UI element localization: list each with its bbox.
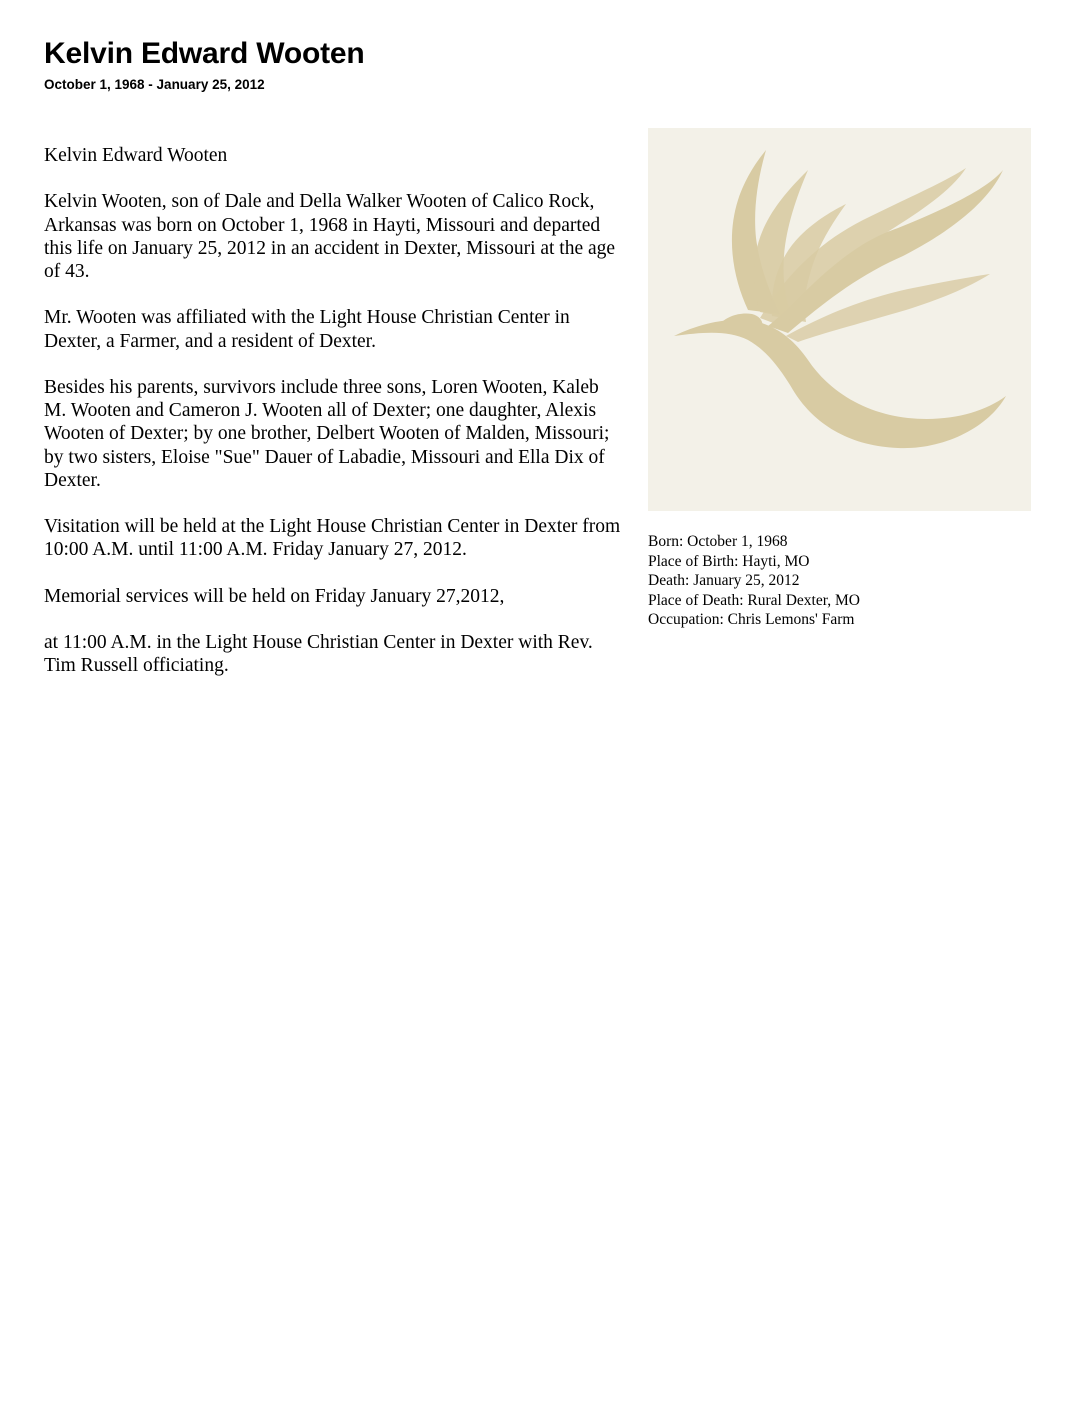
fact-place-of-death: Place of Death: Rural Dexter, MO	[648, 591, 861, 609]
memorial-photo	[648, 128, 1031, 511]
fact-born: Born: October 1, 1968	[648, 533, 788, 550]
fact-place-of-birth: Place of Birth: Hayti, MO	[648, 552, 810, 570]
obituary-body	[44, 144, 624, 701]
paragraph-survivors: Besides his parents, survivors include three sons, Loren Wooten, Kaleb M. Wooten and Cameron J. Wooten all of Dexter; one daughter, Alexis Wooten of Dexter; by one brother, Delbert Wooten of Malden, Missouri; by two sisters, Eloise "Sue" Dauer of Labadie, Missouri and Ella Dix of Dexter.	[44, 376, 610, 491]
fact-occupation: Occupation: Chris Lemons' Farm	[648, 611, 855, 629]
paragraph-biography: Kelvin Wooten, son of Dale and Della Walker Wooten of Calico Rock, Arkansas was born on October 1, 1968 in Hayti, Missouri and departed this life on January 25, 2012 in an accident in Dexter, Missouri at the age of 43.	[44, 191, 616, 282]
life-dates: October 1, 1968 - January 25, 2012	[44, 77, 265, 92]
dove-icon	[648, 128, 1031, 511]
fact-death: Death: January 25, 2012	[648, 572, 800, 590]
paragraph-affiliation: Mr. Wooten was affiliated with the Light House Christian Center in Dexter, a Farmer, and a resident of Dexter.	[44, 307, 570, 352]
fact-list	[648, 532, 860, 630]
paragraph-visitation: Visitation will be held at the Light House Christian Center in Dexter from 10:00 A.M. until 11:00 A.M. Friday January 27, 2012.	[44, 516, 621, 561]
obituary-header	[44, 36, 364, 94]
paragraph-memorial: Memorial services will be held on Friday January 27,2012,	[44, 585, 505, 607]
paragraph-memorial-time: at 11:00 A.M. in the Light House Christian Center in Dexter with Rev. Tim Russell officiating.	[44, 632, 593, 677]
body-heading: Kelvin Edward Wooten	[44, 145, 228, 166]
page-title: Kelvin Edward Wooten	[44, 37, 365, 70]
